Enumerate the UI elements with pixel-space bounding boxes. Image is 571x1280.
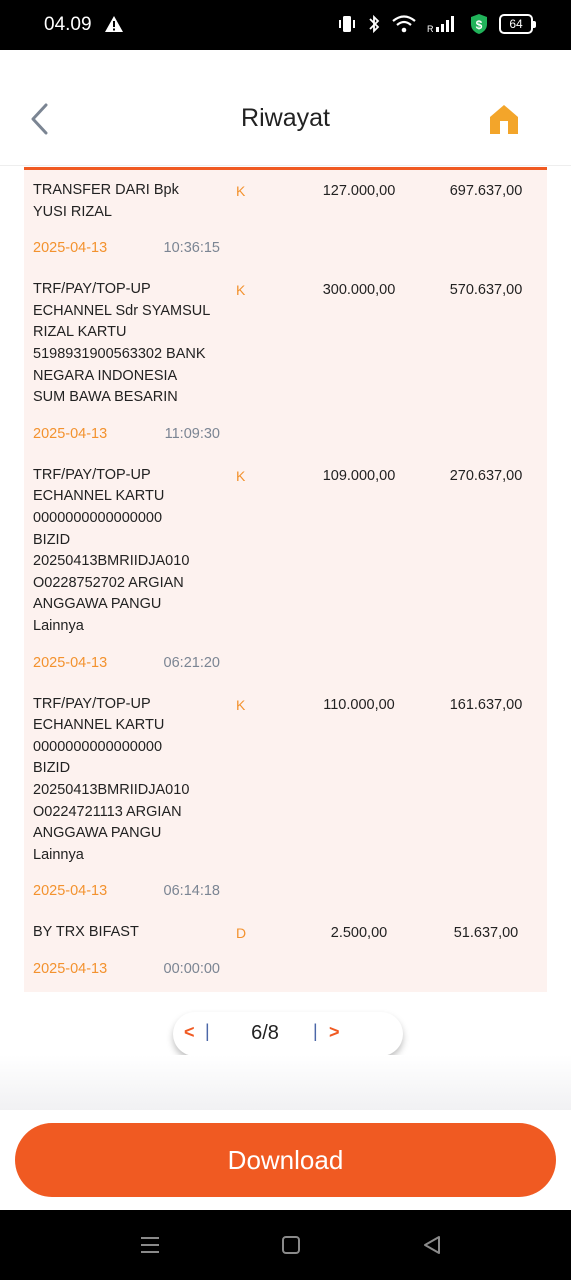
pager-separator: | bbox=[313, 1021, 318, 1041]
transaction-balance: 270.637,00 bbox=[449, 467, 523, 484]
description-line: BIZID bbox=[33, 760, 71, 777]
description-line: TRF/PAY/TOP-UP bbox=[33, 695, 151, 712]
shield-icon bbox=[469, 13, 489, 35]
transaction-balance: 161.637,00 bbox=[449, 696, 523, 713]
transaction-type: K bbox=[236, 696, 246, 713]
transaction-amount: 300.000,00 bbox=[322, 282, 396, 299]
battery-icon: 64 bbox=[499, 14, 533, 34]
description-line: 20250413BMRIIDJA010 bbox=[33, 553, 190, 570]
description-line: 20250413BMRIIDJA010 bbox=[33, 781, 190, 798]
svg-text:R: R bbox=[427, 24, 434, 34]
transaction-amount: 109.000,00 bbox=[322, 467, 396, 484]
transaction-type: K bbox=[236, 183, 246, 199]
back-triangle-icon[interactable] bbox=[422, 1235, 442, 1255]
transaction-description bbox=[33, 465, 233, 638]
description-line: Lainnya bbox=[33, 846, 84, 863]
transaction-date: 2025-04-13 bbox=[33, 960, 108, 977]
transaction-date: 2025-04-13 bbox=[33, 654, 108, 671]
bottom-fade bbox=[0, 1055, 571, 1110]
transaction-description bbox=[33, 180, 233, 223]
transaction-description bbox=[33, 279, 233, 409]
warning-icon bbox=[104, 15, 124, 33]
description-line: 0000000000000000 bbox=[33, 738, 163, 755]
transaction-date: 2025-04-13 bbox=[33, 883, 108, 900]
transaction-amount: 110.000,00 bbox=[323, 696, 395, 713]
transaction-balance: 697.637,00 bbox=[449, 183, 523, 199]
description-line: RIZAL KARTU bbox=[33, 324, 127, 341]
description-line: BIZID bbox=[33, 531, 71, 548]
app-header bbox=[0, 50, 571, 166]
transaction-time: 11:09:30 bbox=[164, 425, 220, 442]
transaction-date: 2025-04-13 bbox=[33, 240, 108, 257]
transaction-time: 06:21:20 bbox=[163, 654, 220, 671]
status-icons bbox=[337, 13, 533, 35]
home-square-icon[interactable] bbox=[282, 1236, 300, 1254]
page-indicator: 6/8 bbox=[251, 1022, 279, 1044]
description-line: 5198931900563302 BANK bbox=[33, 345, 206, 362]
description-line: TRANSFER DARI Bpk bbox=[33, 182, 179, 198]
vibrate-icon bbox=[337, 14, 357, 34]
transaction-balance: 570.637,00 bbox=[449, 282, 523, 299]
description-line: NEGARA INDONESIA bbox=[33, 367, 178, 384]
transaction-time: 10:36:15 bbox=[163, 240, 220, 257]
status-time: 04.09 bbox=[44, 14, 92, 35]
page-title: Riwayat bbox=[241, 104, 330, 132]
description-line: ANGGAWA PANGU bbox=[33, 596, 162, 613]
wifi-icon bbox=[391, 14, 417, 34]
transaction-description bbox=[33, 694, 233, 867]
pagination bbox=[173, 1012, 403, 1056]
system-nav-bar bbox=[0, 1210, 571, 1280]
signal-icon bbox=[427, 14, 459, 34]
transaction-list[interactable] bbox=[24, 167, 547, 992]
prev-page-button[interactable]: < bbox=[184, 1022, 195, 1042]
description-line: YUSI RIZAL bbox=[33, 203, 112, 220]
transaction-balance: 51.637,00 bbox=[453, 925, 519, 942]
bluetooth-icon bbox=[367, 14, 381, 34]
transaction-amount: 127.000,00 bbox=[322, 183, 396, 199]
transaction-amount: 2.500,00 bbox=[330, 925, 388, 942]
transaction-time: 06:14:18 bbox=[163, 883, 220, 900]
description-line: SUM BAWA BESARIN bbox=[33, 389, 178, 406]
status-bar bbox=[0, 0, 571, 50]
description-line: TRF/PAY/TOP-UP bbox=[33, 466, 151, 483]
transaction-type: K bbox=[236, 282, 246, 299]
transaction-description bbox=[33, 922, 233, 944]
svg-text:$: $ bbox=[475, 18, 483, 32]
pager-separator: | bbox=[205, 1021, 210, 1041]
bottom-bar bbox=[0, 1110, 571, 1210]
description-line: ECHANNEL KARTU bbox=[33, 488, 165, 505]
description-line: O0228752702 ARGIAN bbox=[33, 574, 184, 591]
next-page-button[interactable]: > bbox=[329, 1022, 340, 1042]
transaction-type: K bbox=[236, 467, 246, 484]
description-line: BY TRX BIFAST bbox=[33, 924, 139, 941]
description-line: O0224721113 ARGIAN bbox=[33, 803, 182, 820]
download-button[interactable]: Download bbox=[15, 1123, 556, 1197]
description-line: Lainnya bbox=[33, 617, 84, 634]
menu-icon[interactable] bbox=[140, 1235, 160, 1255]
description-line: ECHANNEL KARTU bbox=[33, 717, 165, 734]
transaction-date: 2025-04-13 bbox=[33, 425, 108, 442]
description-line: 0000000000000000 bbox=[33, 509, 163, 526]
description-line: TRF/PAY/TOP-UP bbox=[33, 281, 151, 298]
description-line: ANGGAWA PANGU bbox=[33, 825, 162, 842]
home-icon[interactable] bbox=[487, 102, 521, 136]
transaction-time: 00:00:00 bbox=[163, 960, 220, 977]
transaction-type: D bbox=[236, 925, 247, 942]
description-line: ECHANNEL Sdr SYAMSUL bbox=[33, 302, 211, 319]
